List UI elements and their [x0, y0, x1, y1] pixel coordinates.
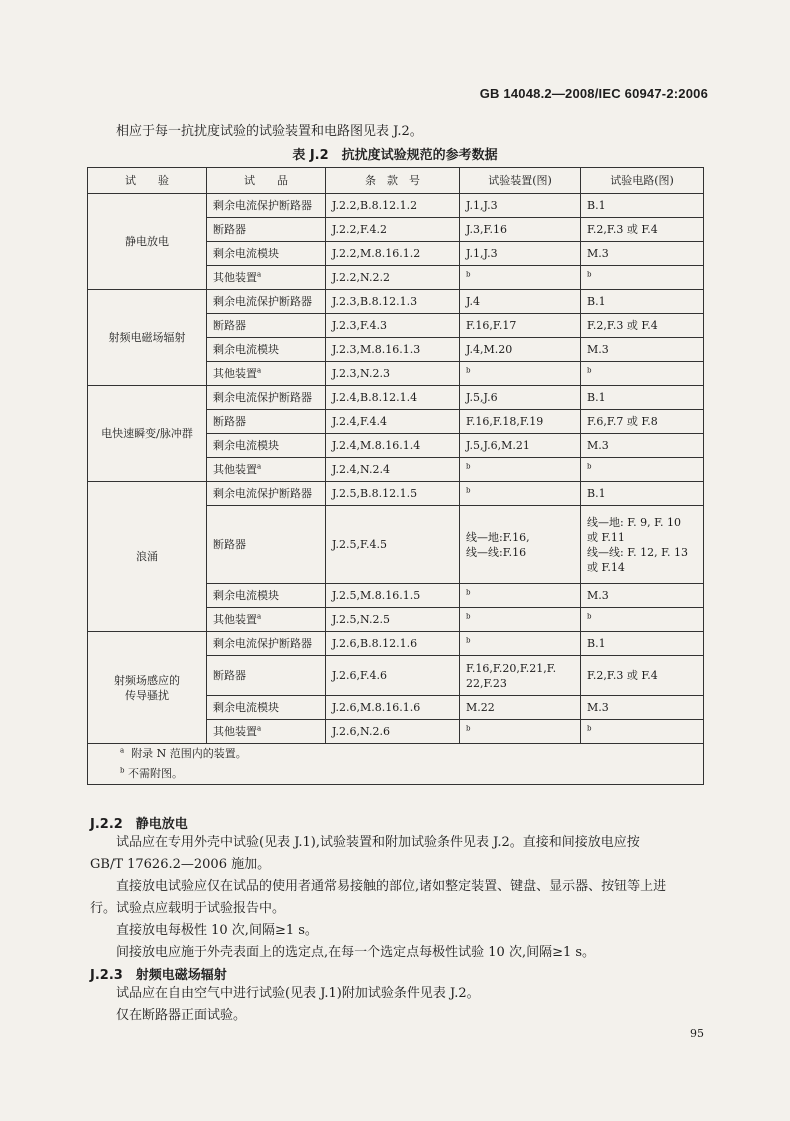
- item-cell: [207, 656, 326, 696]
- item-label: 剩余电流模块: [213, 247, 279, 260]
- item-label: 其他装置: [213, 463, 257, 476]
- circuit-cell: B.1: [581, 632, 704, 656]
- item-label: 其他装置: [213, 725, 257, 738]
- clause-cell: J.2.2,N.2.2: [326, 266, 460, 290]
- item-cell: [207, 696, 326, 720]
- setup-cell: J.4: [460, 290, 581, 314]
- setup-cell: [460, 506, 581, 584]
- item-label: 剩余电流保护断路器: [213, 295, 312, 308]
- circuit-cell: B.1: [581, 290, 704, 314]
- setup-cell: J.1,J.3: [460, 194, 581, 218]
- circuit-cell: M.3: [581, 584, 704, 608]
- table-row: [88, 632, 704, 656]
- header-clause: 条 款 号: [326, 168, 460, 194]
- item-label: 其他装置: [213, 613, 257, 626]
- item-label: 剩余电流保护断路器: [213, 199, 312, 212]
- paragraph: 直接放电试验应仅在试品的使用者通常易接触的部位,诸如整定装置、键盘、显示器、按钮等上进: [116, 879, 667, 894]
- item-cell: [207, 584, 326, 608]
- item-label: 断路器: [213, 538, 246, 551]
- item-label: 断路器: [213, 319, 246, 332]
- item-cell: [207, 218, 326, 242]
- page-number: 95: [690, 1027, 704, 1040]
- table-caption: 表 J.2 抗扰度试验规范的参考数据: [292, 148, 498, 163]
- footnote-mark: b: [466, 462, 471, 471]
- footnote-mark: a: [257, 724, 262, 733]
- item-cell: [207, 434, 326, 458]
- item-label: 剩余电流模块: [213, 701, 279, 714]
- item-cell: [207, 266, 326, 290]
- circuit-cell: F.2,F.3 或 F.4: [581, 656, 704, 696]
- standard-header: GB 14048.2—2008/IEC 60947-2:2006: [479, 86, 708, 101]
- item-cell: [207, 458, 326, 482]
- circuit-cell: B.1: [581, 194, 704, 218]
- setup-line: 22,F.23: [466, 676, 507, 690]
- paragraph: 试品应在专用外壳中试验(见表 J.1),试验装置和附加试验条件见表 J.2。直接和间接放电应按: [116, 835, 640, 850]
- footnote-mark: a: [257, 366, 262, 375]
- footnote-mark: b: [587, 366, 592, 375]
- table-header-row: [88, 168, 704, 194]
- setup-cell: J.1,J.3: [460, 242, 581, 266]
- footnote-mark: b: [466, 486, 471, 495]
- paragraph: 间接放电应施于外壳表面上的选定点,在每一个选定点每极性试验 10 次,间隔≥1 s。: [116, 945, 596, 960]
- circuit-line: 或 F.11: [587, 530, 625, 544]
- footnote-mark: b: [466, 588, 471, 597]
- clause-cell: J.2.6,B.8.12.1.6: [326, 632, 460, 656]
- item-label: 其他装置: [213, 367, 257, 380]
- clause-cell: J.2.6,M.8.16.1.6: [326, 696, 460, 720]
- footnote-mark: b: [466, 636, 471, 645]
- circuit-cell: B.1: [581, 386, 704, 410]
- clause-cell: J.2.3,F.4.3: [326, 314, 460, 338]
- setup-cell: J.3,F.16: [460, 218, 581, 242]
- circuit-cell: F.2,F.3 或 F.4: [581, 314, 704, 338]
- setup-cell: F.16,F.18,F.19: [460, 410, 581, 434]
- header-circuit: 试验电路(图): [581, 168, 704, 194]
- circuit-cell: [581, 266, 704, 290]
- header-setup: 试验装置(图): [460, 168, 581, 194]
- header-item: 试 品: [207, 168, 326, 194]
- header-test: 试 验: [88, 168, 207, 194]
- section-body-j23: [90, 983, 702, 1027]
- item-cell: [207, 242, 326, 266]
- item-cell: [207, 338, 326, 362]
- item-cell: [207, 608, 326, 632]
- setup-cell: [460, 266, 581, 290]
- setup-cell: [460, 458, 581, 482]
- circuit-cell: M.3: [581, 242, 704, 266]
- circuit-line: 线—线: F. 12, F. 13: [587, 545, 689, 559]
- clause-cell: J.2.2,F.4.2: [326, 218, 460, 242]
- footnote-mark: a: [257, 612, 262, 621]
- setup-cell: J.4,M.20: [460, 338, 581, 362]
- footnote-mark: b: [587, 462, 592, 471]
- test-name-cell: 电快速瞬变/脉冲群: [88, 386, 207, 482]
- test-name-cell: 静电放电: [88, 194, 207, 290]
- circuit-line: 线—地: F. 9, F. 10: [587, 515, 682, 529]
- item-label: 剩余电流保护断路器: [213, 637, 312, 650]
- section-heading-j23: J.2.3 射频电磁场辐射: [90, 968, 227, 983]
- footnote-mark: b: [466, 270, 471, 279]
- item-cell: [207, 314, 326, 338]
- intro-text: 相应于每一抗扰度试验的试验装置和电路图见表 J.2。: [116, 124, 423, 139]
- item-label: 断路器: [213, 669, 246, 682]
- setup-line: F.16,F.20,F.21,F.: [466, 661, 557, 675]
- reference-data-table: [87, 167, 704, 785]
- item-cell: [207, 362, 326, 386]
- setup-cell: [460, 632, 581, 656]
- clause-cell: J.2.5,M.8.16.1.5: [326, 584, 460, 608]
- footnote-mark: b: [587, 270, 592, 279]
- setup-cell: M.22: [460, 696, 581, 720]
- footnote-mark: b: [587, 724, 592, 733]
- clause-cell: J.2.2,M.8.16.1.2: [326, 242, 460, 266]
- clause-cell: J.2.3,M.8.16.1.3: [326, 338, 460, 362]
- item-cell: [207, 482, 326, 506]
- setup-cell: [460, 482, 581, 506]
- paragraph: GB/T 17626.2—2006 施加。: [90, 857, 271, 872]
- circuit-cell: M.3: [581, 338, 704, 362]
- table-row: [88, 386, 704, 410]
- circuit-cell: B.1: [581, 482, 704, 506]
- circuit-cell: F.2,F.3 或 F.4: [581, 218, 704, 242]
- footnote-mark: a: [257, 462, 262, 471]
- item-cell: [207, 410, 326, 434]
- table-row: [88, 290, 704, 314]
- setup-cell: [460, 362, 581, 386]
- item-label: 剩余电流模块: [213, 439, 279, 452]
- table-row: [88, 482, 704, 506]
- circuit-cell: F.6,F.7 或 F.8: [581, 410, 704, 434]
- setup-line: 线—地:F.16,: [466, 530, 530, 544]
- note-a: $^a$ 附录 N 范围内的装置。: [120, 746, 247, 760]
- item-label: 剩余电流保护断路器: [213, 487, 312, 500]
- paragraph: 试品应在自由空气中进行试验(见表 J.1)附加试验条件见表 J.2。: [116, 986, 480, 1001]
- clause-cell: J.2.6,F.4.6: [326, 656, 460, 696]
- clause-cell: J.2.4,B.8.12.1.4: [326, 386, 460, 410]
- table-row: [88, 194, 704, 218]
- circuit-cell: [581, 608, 704, 632]
- clause-cell: J.2.4,F.4.4: [326, 410, 460, 434]
- clause-cell: J.2.5,B.8.12.1.5: [326, 482, 460, 506]
- test-name-cell: 浪涌: [88, 482, 207, 632]
- test-name-line: 传导骚扰: [125, 688, 169, 702]
- note-b: $^b$ 不需附图。: [120, 766, 183, 780]
- footnote-mark: a: [257, 270, 262, 279]
- clause-cell: J.2.3,B.8.12.1.3: [326, 290, 460, 314]
- footnote-mark: b: [466, 612, 471, 621]
- paragraph: 仅在断路器正面试验。: [116, 1008, 247, 1023]
- section-body-j22: [90, 832, 702, 964]
- item-label: 剩余电流模块: [213, 589, 279, 602]
- clause-cell: J.2.2,B.8.12.1.2: [326, 194, 460, 218]
- circuit-line: 或 F.14: [587, 560, 625, 574]
- section-heading-j22: J.2.2 静电放电: [90, 817, 188, 832]
- clause-cell: J.2.6,N.2.6: [326, 720, 460, 744]
- clause-cell: J.2.5,F.4.5: [326, 506, 460, 584]
- setup-line: 线—线:F.16: [466, 545, 527, 559]
- item-label: 断路器: [213, 223, 246, 236]
- footnote-mark: b: [587, 612, 592, 621]
- test-name-line: 射频场感应的: [114, 673, 180, 687]
- setup-cell: J.5,J.6,M.21: [460, 434, 581, 458]
- circuit-cell: [581, 362, 704, 386]
- clause-cell: J.2.4,N.2.4: [326, 458, 460, 482]
- setup-cell: [460, 584, 581, 608]
- item-label: 其他装置: [213, 271, 257, 284]
- table-notes: [88, 744, 704, 785]
- item-label: 剩余电流模块: [213, 343, 279, 356]
- clause-cell: J.2.5,N.2.5: [326, 608, 460, 632]
- setup-cell: F.16,F.17: [460, 314, 581, 338]
- item-cell: [207, 506, 326, 584]
- item-cell: [207, 194, 326, 218]
- item-label: 断路器: [213, 415, 246, 428]
- item-cell: [207, 386, 326, 410]
- clause-cell: J.2.3,N.2.3: [326, 362, 460, 386]
- test-name-cell: 射频电磁场辐射: [88, 290, 207, 386]
- item-cell: [207, 632, 326, 656]
- item-cell: [207, 720, 326, 744]
- circuit-cell: [581, 506, 704, 584]
- paragraph: 直接放电每极性 10 次,间隔≥1 s。: [116, 923, 318, 938]
- setup-cell: J.5,J.6: [460, 386, 581, 410]
- circuit-cell: M.3: [581, 696, 704, 720]
- item-cell: [207, 290, 326, 314]
- clause-cell: J.2.4,M.8.16.1.4: [326, 434, 460, 458]
- setup-cell: [460, 720, 581, 744]
- table-notes-row: [88, 744, 704, 785]
- footnote-mark: b: [466, 366, 471, 375]
- setup-cell: [460, 656, 581, 696]
- circuit-cell: M.3: [581, 434, 704, 458]
- test-name-cell: [88, 632, 207, 744]
- circuit-cell: [581, 720, 704, 744]
- item-label: 剩余电流保护断路器: [213, 391, 312, 404]
- footnote-mark: b: [466, 724, 471, 733]
- paragraph: 行。试验点应载明于试验报告中。: [90, 901, 286, 916]
- circuit-cell: [581, 458, 704, 482]
- setup-cell: [460, 608, 581, 632]
